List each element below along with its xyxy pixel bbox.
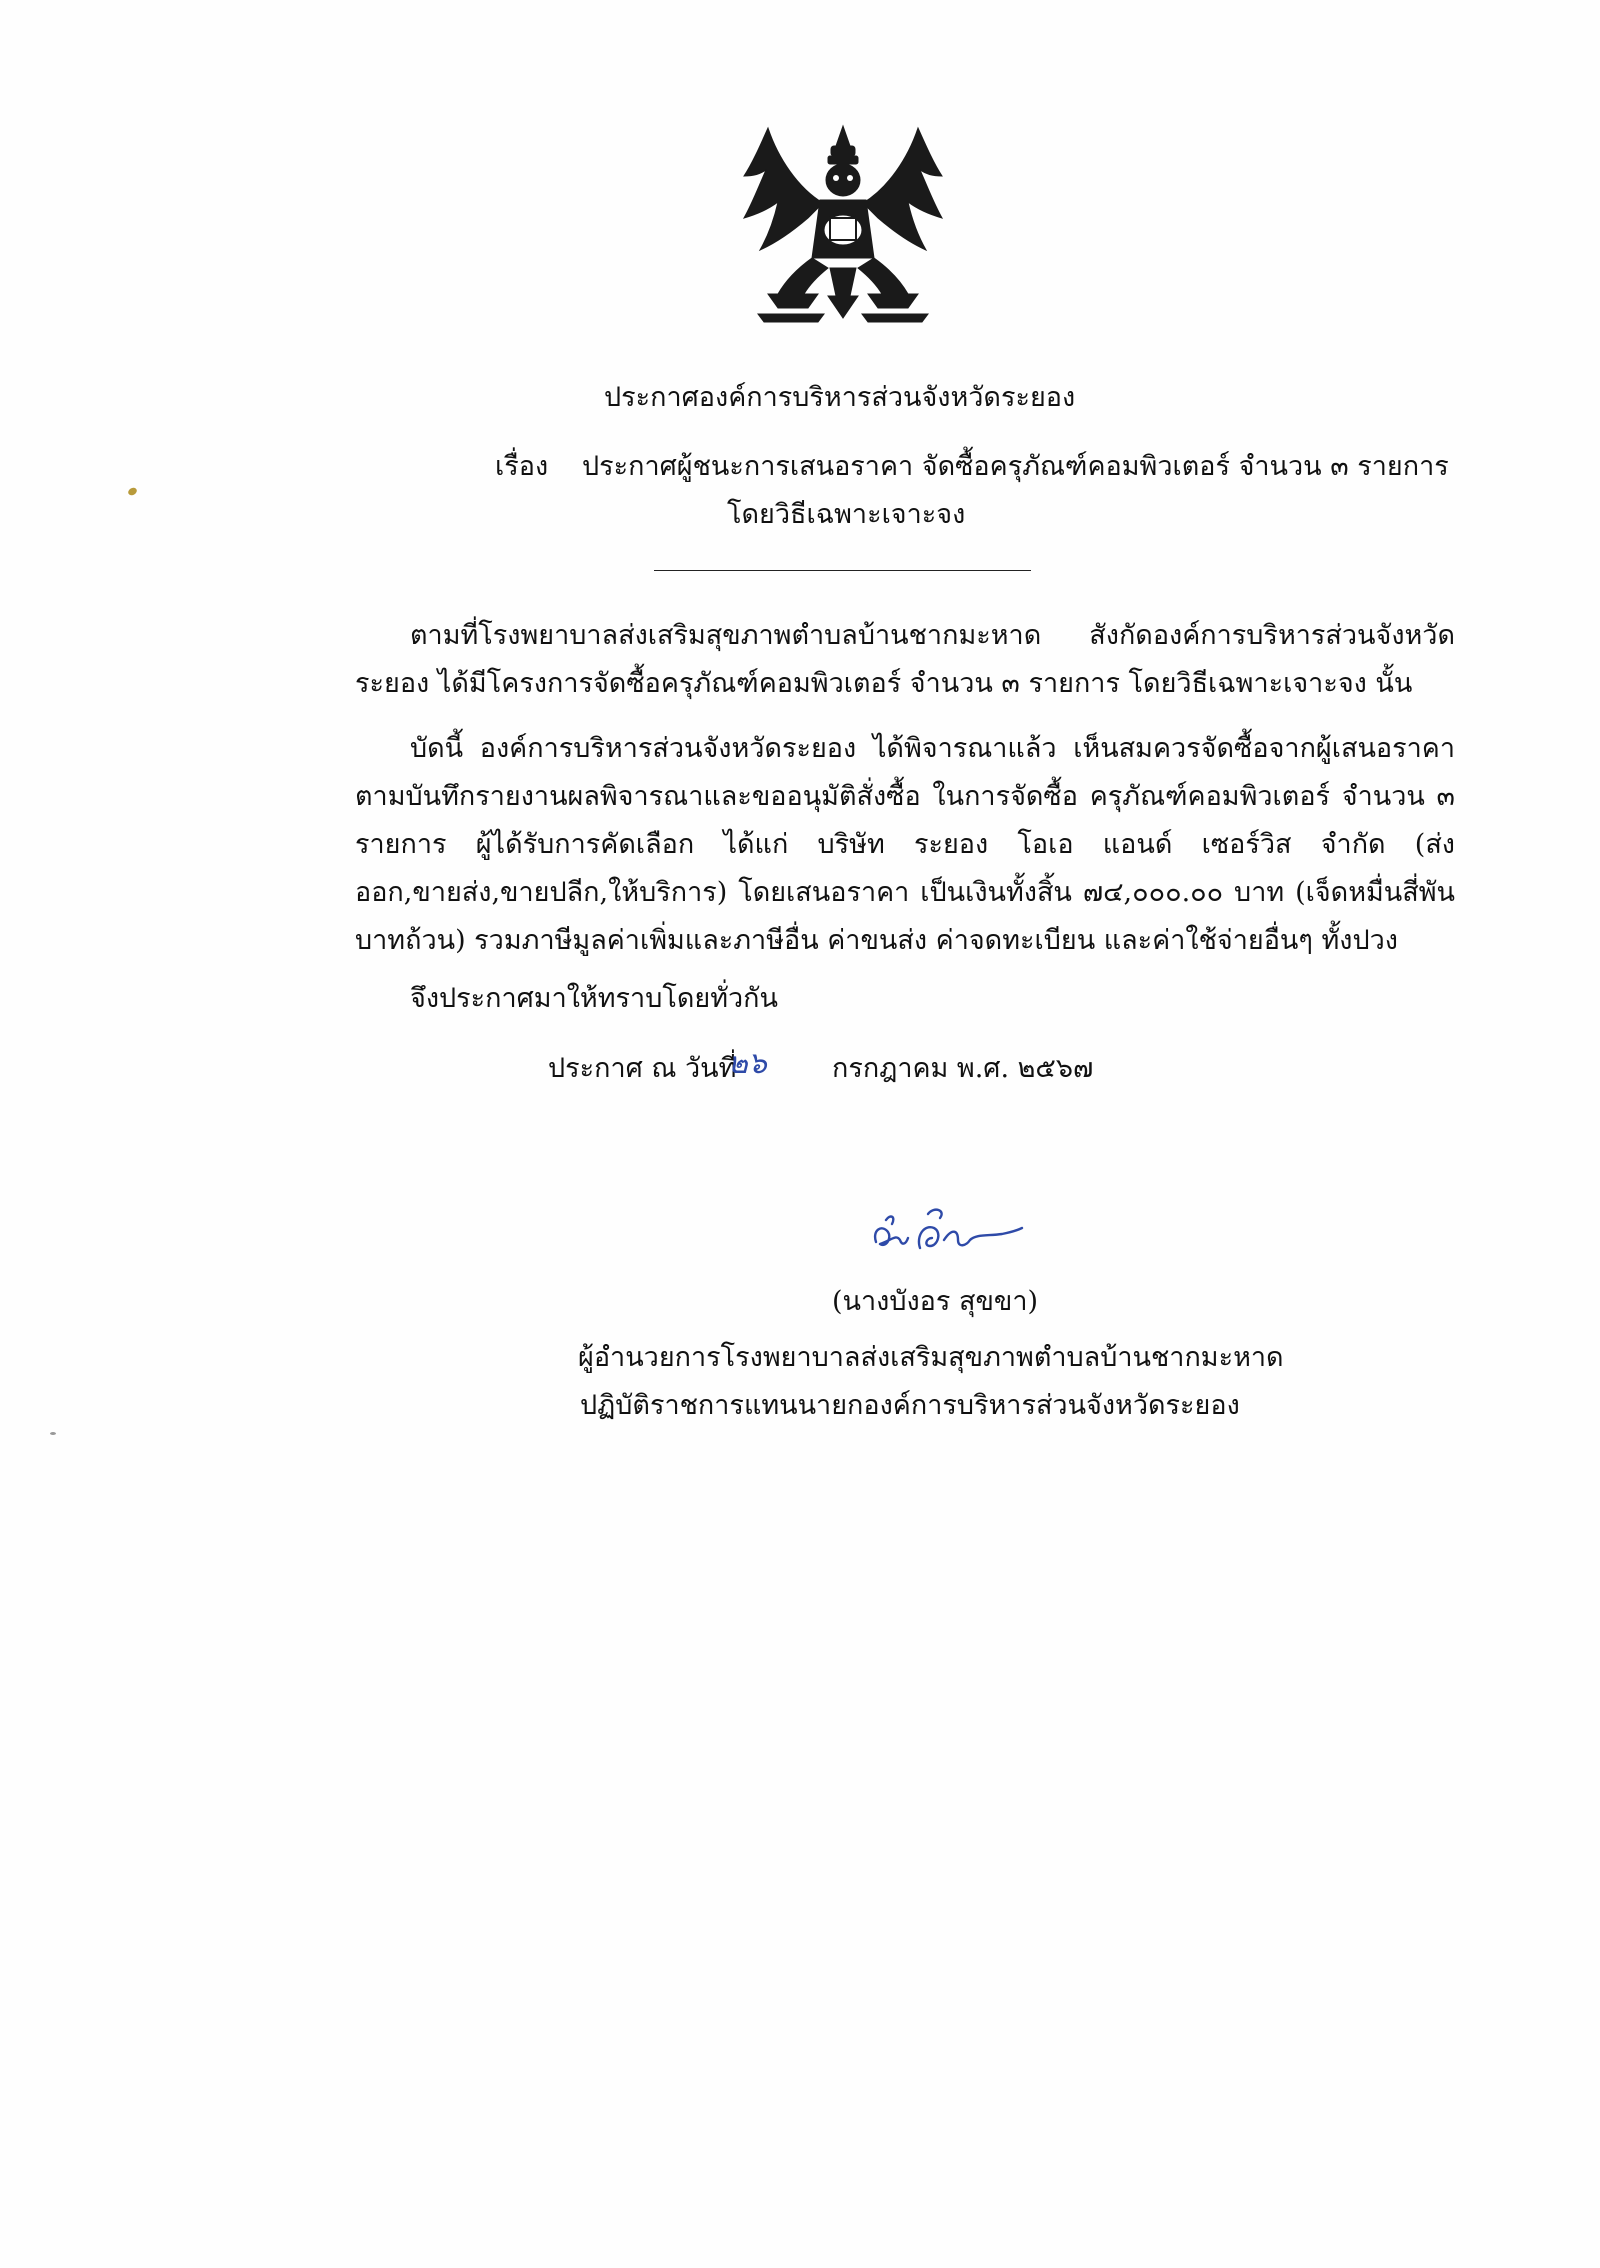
scan-speck (127, 486, 138, 497)
document-title: ประกาศองค์การบริหารส่วนจังหวัดระยอง (604, 382, 1076, 413)
date-suffix: กรกฎาคม พ.ศ. ๒๕๖๗ (832, 1053, 1094, 1084)
scan-speck (50, 1432, 56, 1435)
paragraph-2-text: บัดนี้ องค์การบริหารส่วนจังหวัดระยอง ได้พิจารณาแล้ว เห็นสมควรจัดซื้อจากผู้เสนอราคาตามบันทึกรายงานผลพิจารณาและขออนุมัติสั่งซื้อ ในการจัดซื้อ ครุภัณฑ์คอมพิวเตอร์ จำนวน ๓ รายการ ผู้ได้รับการคัดเลือก ได้แก่ บริษัท ระยอง โอเอ แอนด์ เซอร์วิส จำกัด (ส่งออก,ขายส่ง,ขายปลีก,ให้บริการ) โดยเสนอราคา เป็นเงินทั้งสิ้น ๗๔,๐๐๐.๐๐ บาท (เจ็ดหมื่นสี่พันบาทถ้วน) รวมภาษีมูลค่าเพิ่มและภาษีอื่น ค่าขนส่ง ค่าจดทะเบียน และค่าใช้จ่ายอื่นๆ ทั้งปวง (355, 733, 1455, 956)
signatory-position-2: ปฏิบัติราชการแทนนายกองค์การบริหารส่วนจังหวัดระยอง (580, 1390, 1240, 1421)
closing-statement: จึงประกาศมาให้ทราบโดยทั่วกัน (410, 983, 778, 1014)
signatory-position-1: ผู้อำนวยการโรงพยาบาลส่งเสริมสุขภาพตำบลบ้านชากมะหาด (578, 1342, 1284, 1373)
subject-line-2: โดยวิธีเฉพาะเจาะจง (727, 499, 966, 530)
signatory-name: (นางบังอร สุขขา) (832, 1286, 1039, 1317)
header-divider (654, 570, 1031, 571)
paragraph-1-text: ตามที่โรงพยาบาลส่งเสริมสุขภาพตำบลบ้านชากมะหาด สังกัดองค์การบริหารส่วนจังหวัดระยอง ได้มีโครงการจัดซื้อครุภัณฑ์คอมพิวเตอร์ จำนวน ๓ รายการ โดยวิธีเฉพาะเจาะจง นั้น (355, 620, 1455, 699)
date-prefix: ประกาศ ณ วันที่ (548, 1053, 737, 1084)
subject-line-1: ประกาศผู้ชนะการเสนอราคา จัดซื้อครุภัณฑ์คอมพิวเตอร์ จำนวน ๓ รายการ (582, 451, 1449, 482)
garuda-emblem-icon (738, 118, 948, 338)
date-day-handwritten: ๒๖ (728, 1046, 767, 1081)
paragraph-award (355, 725, 1455, 965)
paragraph-announcement (355, 612, 1455, 708)
handwritten-signature-icon (862, 1200, 1032, 1270)
subject-label: เรื่อง (495, 451, 549, 482)
